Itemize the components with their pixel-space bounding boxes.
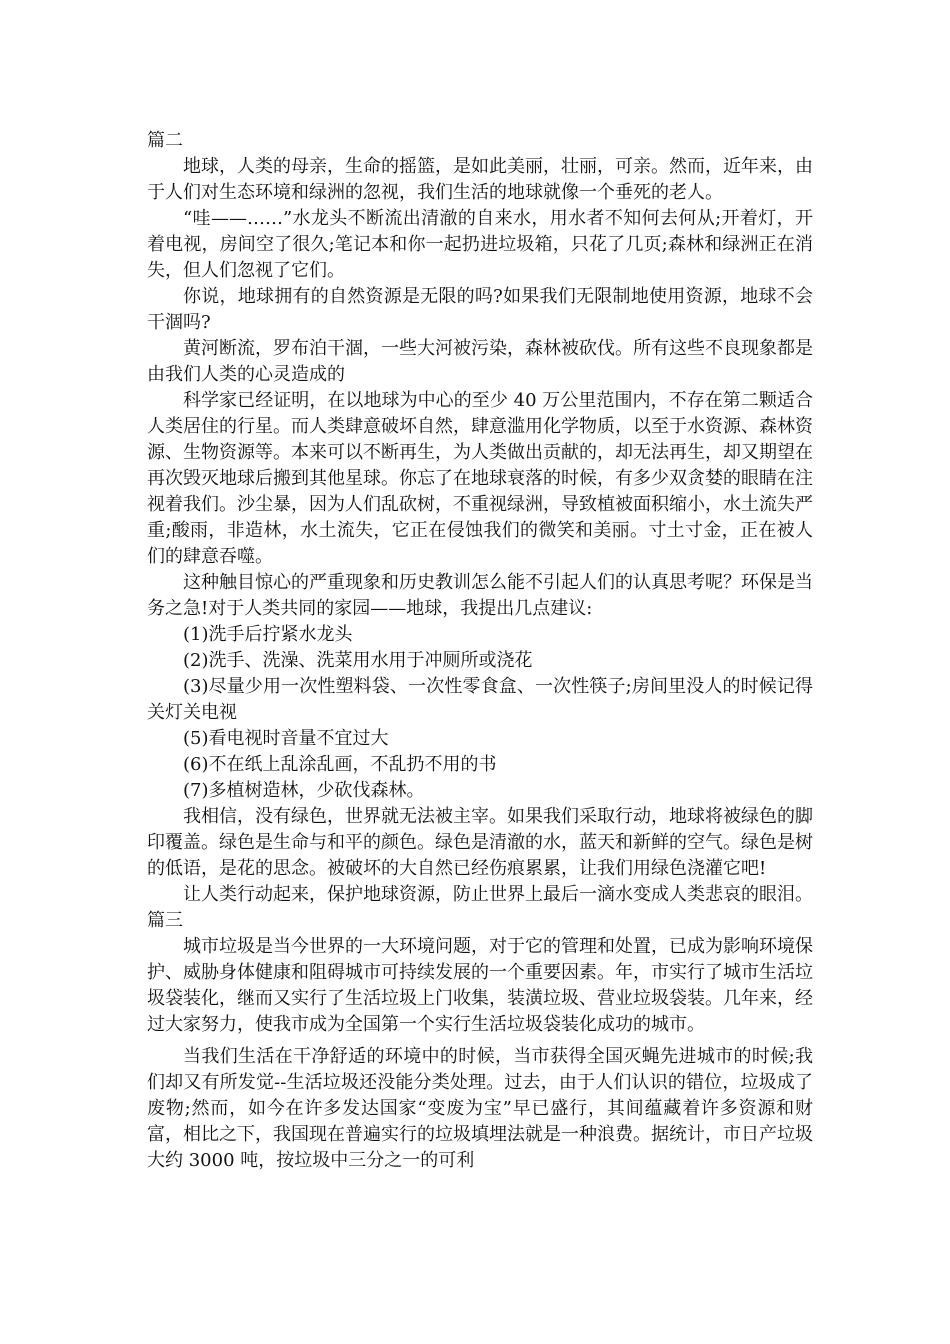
paragraph: 你说，地球拥有的自然资源是无限的吗?如果我们无限制地使用资源，地球不会干涸吗? (147, 286, 813, 333)
paragraph: 让人类行动起来，保护地球资源，防止世界上最后一滴水变成人类悲哀的眼泪。 (183, 884, 813, 905)
suggestion-item: (7)多植树造林，少砍伐森林。 (183, 780, 425, 801)
suggestion-item: (5)看电视时音量不宜过大 (183, 728, 389, 749)
paragraph: 城市垃圾是当今世界的一大环境问题，对于它的管理和处置，已成为影响环境保护、威胁身体健康和阻碍城市可持续发展的一个重要因素。年，市实行了城市生活垃圾袋装化，继而又实行了生活垃圾上门收集，装潢垃圾、营业垃圾袋装。几年来，经过大家努力，使我市成为全国第一个实行生活垃圾袋装化成功的城市。 (147, 936, 813, 1035)
paragraph: 当我们生活在干净舒适的环境中的时候，当市获得全国灭蝇先进城市的时候;我们却又有所发觉--生活垃圾还没能分类处理。过去，由于人们认识的错位，垃圾成了废物;然而，如今在许多发达国家“变废为宝”早已盛行，其间蕴藏着许多资源和财富，相比之下，我国现在普遍实行的垃圾填埋法就是一种浪费。据统计，市日产垃圾大约 3000 吨，按垃圾中三分之一的可利 (147, 1046, 813, 1171)
paragraph: 科学家已经证明，在以地球为中心的至少 40 万公里范围内，不存在第二颗适合人类居住的行星。而人类肆意破坏自然，肆意滥用化学物质，以至于水资源、森林资源、生物资源等。本来可以不断再生，为人类做出贡献的，却无法再生，却又期望在再次毁灭地球后搬到其他星球。你忘了在地球衰落的时候，有多少双贪婪的眼睛在注视着我们。沙尘暴，因为人们乱砍树，不重视绿洲，导致植被面积缩小，水土流失严重;酸雨，非造林，水土流失，它正在侵蚀我们的微笑和美丽。寸土寸金，正在被人们的肆意吞噬。 (147, 390, 813, 567)
paragraph: 我相信，没有绿色，世界就无法被主宰。如果我们采取行动，地球将被绿色的脚印覆盖。绿色是生命与和平的颜色。绿色是清澈的水，蓝天和新鲜的空气。绿色是树的低语，是花的思念。被破坏的大自然已经伤痕累累，让我们用绿色浇灌它吧! (147, 806, 813, 879)
paragraph: 地球，人类的母亲，生命的摇篮，是如此美丽，壮丽，可亲。然而，近年来，由于人们对生态环境和绿洲的忽视，我们生活的地球就像一个垂死的老人。 (147, 156, 813, 203)
paragraph: 黄河断流，罗布泊干涸，一些大河被污染，森林被砍伐。所有这些不良现象都是由我们人类的心灵造成的 (147, 338, 813, 385)
section-title-3: 篇三 (147, 910, 183, 931)
section-title-2: 篇二 (147, 130, 183, 151)
suggestion-item: (6)不在纸上乱涂乱画，不乱扔不用的书 (183, 754, 497, 775)
paragraph: “哇——……”水龙头不断流出清澈的自来水，用水者不知何去何从;开着灯，开着电视，房间空了很久;笔记本和你一起扔进垃圾箱，只花了几页;森林和绿洲正在消失，但人们忽视了它们。 (147, 208, 813, 281)
suggestion-item: (2)洗手、洗澡、洗菜用水用于冲厕所或浇花 (183, 650, 533, 671)
suggestion-item: (3)尽量少用一次性塑料袋、一次性零食盒、一次性筷子;房间里没人的时候记得关灯关电视 (147, 676, 813, 723)
document-page (147, 128, 813, 1174)
suggestion-item: (1)洗手后拧紧水龙头 (183, 624, 353, 645)
paragraph: 这种触目惊心的严重现象和历史教训怎么能不引起人们的认真思考呢？环保是当务之急!对于人类共同的家园——地球，我提出几点建议: (147, 572, 813, 619)
